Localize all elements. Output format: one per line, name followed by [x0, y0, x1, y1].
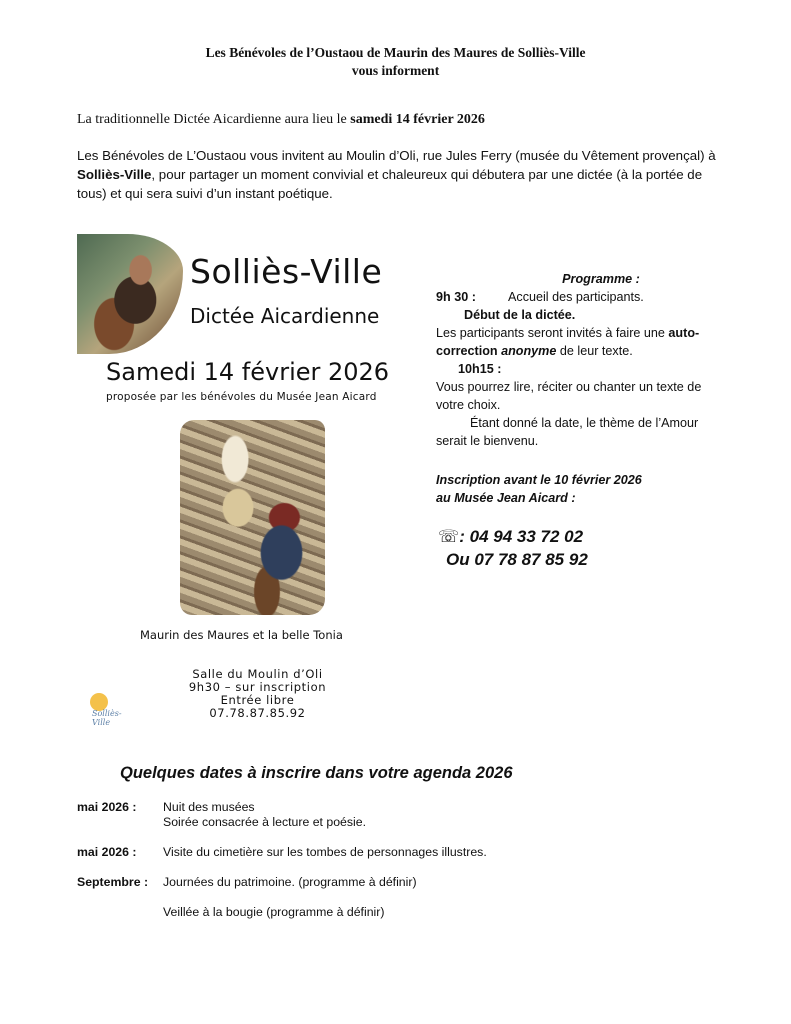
header-line-1: Les Bénévoles de l’Oustaou de Maurin des Maures de Solliès-Ville [205, 45, 586, 60]
intro-date: samedi 14 février 2026 [350, 112, 485, 127]
document-header [0, 44, 791, 80]
phone-numbers [438, 525, 588, 571]
poster-subtitle: Dictée Aicardienne [190, 304, 380, 328]
intro-text: La traditionnelle Dictée Aicardienne aura lieu le [77, 112, 351, 127]
programme-time-2 [436, 360, 726, 378]
agenda-list [77, 800, 487, 935]
poster-organizer: proposée par les bénévoles du Musée Jean Aicard [106, 391, 377, 403]
agenda-date [77, 905, 163, 920]
portrait-image [77, 234, 183, 354]
programme-time-2-text: 10h15 : [458, 362, 502, 376]
programme-text: Accueil des participants. [508, 290, 644, 304]
venue-line: Entrée libre [220, 693, 295, 707]
agenda-text: Veillée à la bougie (programme à définir) [163, 905, 385, 919]
auto-bold: auto-correction [436, 326, 700, 358]
agenda-date: Septembre : [77, 875, 149, 889]
illustration-image [180, 420, 325, 615]
agenda-item [77, 875, 487, 890]
programme-title: Programme : [562, 272, 640, 286]
venue-info [170, 668, 345, 720]
auto-italic: anonyme [501, 344, 557, 358]
agenda-text: Visite du cimetière sur les tombes de personnages illustres. [163, 845, 487, 859]
venue-line: 9h30 – sur inscription [188, 680, 327, 694]
programme-autocorrection [436, 324, 726, 360]
agenda-text: Soirée consacrée à lecture et poésie. [163, 815, 367, 829]
agenda-date: mai 2026 : [77, 800, 137, 814]
poster-date: Samedi 14 février 2026 [106, 358, 390, 386]
phone-line-2: Ou 07 78 87 85 92 [446, 550, 588, 569]
invitation-place: Solliès-Ville [77, 167, 152, 182]
logo-text: Solliès-Ville [92, 709, 122, 727]
inscription-line-2: au Musée Jean Aicard : [436, 491, 576, 505]
phone-1: : 04 94 33 72 02 [459, 527, 584, 546]
agenda-title: Quelques dates à inscrire dans votre agenda 2026 [120, 764, 513, 782]
header-line-2: vous informent [351, 63, 440, 78]
programme [436, 270, 726, 450]
agenda-item [77, 905, 487, 920]
invitation-paragraph [77, 146, 717, 203]
illustration-caption: Maurin des Maures et la belle Tonia [140, 628, 343, 642]
programme-theme: Étant donné la date, le thème de l’Amour serait le bienvenu. [436, 416, 699, 448]
intro-paragraph [77, 112, 485, 128]
inscription-info [436, 471, 642, 507]
phone-line-1 [438, 525, 588, 548]
auto-pre: Les participants seront invités à faire une [436, 326, 669, 340]
venue-line: Salle du Moulin d’Oli [192, 667, 323, 681]
auto-post: de leur texte. [556, 344, 633, 358]
invitation-part-1: Les Bénévoles de L’Oustaou vous invitent au Moulin d’Oli, rue Jules Ferry (musée du Vêtement provençal) à [77, 148, 716, 163]
agenda-date: mai 2026 : [77, 845, 137, 859]
programme-reading: Vous pourrez lire, réciter ou chanter un texte de votre choix. [436, 380, 702, 412]
programme-start [436, 306, 726, 324]
telephone-icon: ☏ [438, 527, 460, 546]
programme-row [436, 288, 726, 306]
agenda-text: Nuit des musées [163, 800, 255, 814]
venue-line: 07.78.87.85.92 [209, 706, 306, 720]
agenda-text: Journées du patrimoine. (programme à définir) [163, 875, 417, 889]
agenda-item [77, 800, 487, 830]
agenda-item [77, 845, 487, 860]
programme-start-text: Début de la dictée. [464, 308, 576, 322]
town-logo [86, 693, 136, 727]
inscription-line-1: Inscription avant le 10 février 2026 [436, 473, 642, 487]
poster-title: Solliès-Ville [190, 252, 383, 291]
invitation-part-2: , pour partager un moment convivial et chaleureux qui débutera par une dictée (à la portée de tous) et qui sera suivi d’un instant poétique. [77, 167, 703, 201]
programme-time: 9h 30 : [436, 290, 476, 304]
